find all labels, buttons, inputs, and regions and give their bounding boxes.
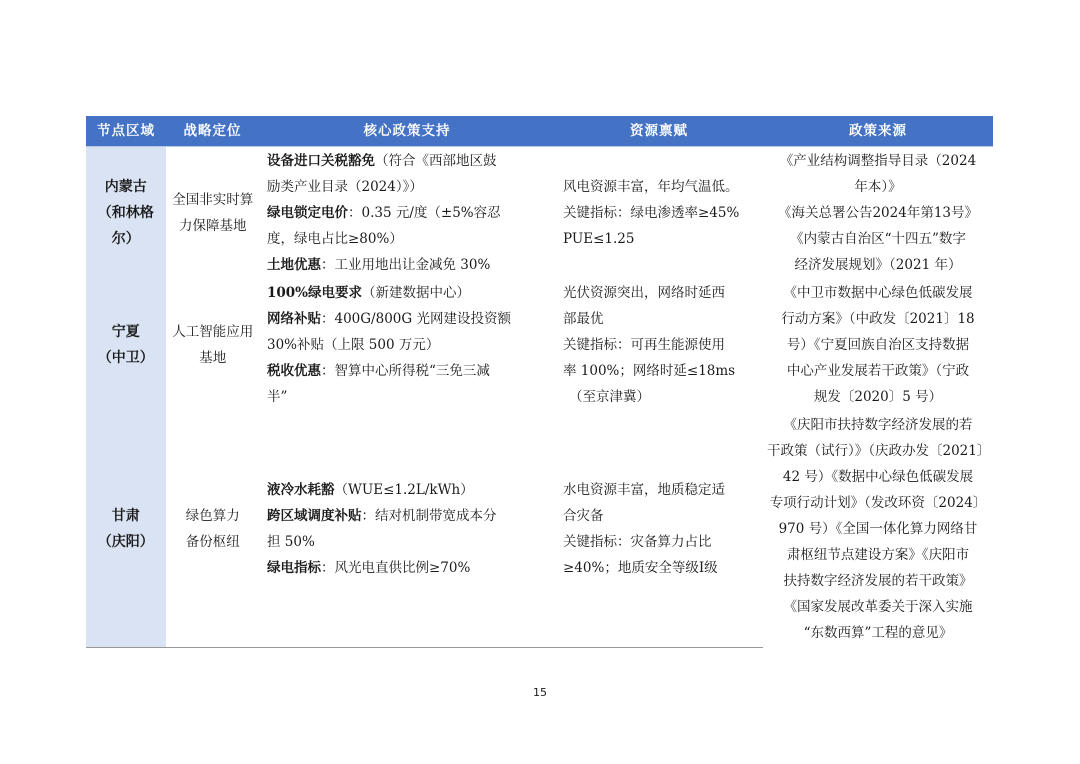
source-line: 年本）》 bbox=[854, 178, 902, 195]
table-row bbox=[86, 411, 993, 648]
policy-line bbox=[267, 252, 551, 278]
resource-line: 部最优 bbox=[563, 310, 604, 327]
policy-line bbox=[267, 280, 551, 306]
policy-line bbox=[267, 477, 551, 503]
source-line: 《海关总署公告2024年第13号》 bbox=[777, 204, 979, 221]
source-line: 肃枢纽节点建设方案》《庆阳市 bbox=[786, 547, 970, 563]
core-policy-cell bbox=[259, 147, 555, 279]
core-policy-cell bbox=[259, 279, 555, 411]
header-resource: 资源禀赋 bbox=[555, 116, 763, 147]
region-line: 宁夏 bbox=[111, 323, 140, 340]
policy-label: 土地优惠 bbox=[267, 256, 321, 273]
source-line: 《内蒙古自治区“十四五”数字 bbox=[790, 230, 966, 247]
policy-text: ：400G/800G 光网建设投资额 bbox=[321, 310, 511, 327]
region-line: （和林格 bbox=[97, 204, 154, 221]
position-line: 备份枢纽 bbox=[185, 533, 240, 550]
position-cell bbox=[166, 411, 259, 648]
region-cell bbox=[86, 411, 166, 648]
source-line: “东数西算”工程的意见》 bbox=[803, 625, 953, 641]
policy-line bbox=[267, 306, 551, 332]
resource-line: （至京津冀） bbox=[569, 388, 650, 405]
resource-line: 关键指标：可再生能源使用 bbox=[563, 336, 725, 353]
table-header-row bbox=[86, 116, 993, 147]
resource-line: 风电资源丰富，年均气温低。 bbox=[563, 178, 739, 195]
resource-cell bbox=[555, 279, 763, 411]
policy-text: ：智算中心所得税“三免三减 bbox=[321, 362, 490, 379]
region-cell bbox=[86, 279, 166, 411]
resource-cell bbox=[555, 147, 763, 279]
policy-text: ：结对机制带宽成本分 bbox=[361, 507, 497, 524]
source-line: 规发〔2020〕5 号） bbox=[813, 388, 943, 405]
source-cell bbox=[763, 279, 993, 411]
policy-text: （新建数据中心） bbox=[362, 284, 471, 301]
source-line: 42 号）《数据中心绿色低碳发展 bbox=[782, 469, 974, 485]
header-core-policy: 核心政策支持 bbox=[259, 116, 555, 147]
resource-line: 关键指标：绿电渗透率≥45% bbox=[563, 204, 740, 221]
policy-line bbox=[267, 174, 551, 200]
position-line: 基地 bbox=[199, 349, 227, 366]
policy-text: 度，绿电占比≥80%） bbox=[267, 230, 403, 247]
policy-line bbox=[267, 200, 551, 226]
policy-text: ：风光电直供比例≥70% bbox=[321, 559, 471, 576]
policy-label: 绿电指标 bbox=[267, 559, 321, 576]
source-line: 经济发展规划》（2021 年） bbox=[794, 256, 962, 273]
position-line: 绿色算力 bbox=[185, 507, 240, 524]
policy-line bbox=[267, 384, 551, 410]
source-line: 干政策（试行）》（庆政办发〔2021〕 bbox=[767, 443, 991, 459]
region-line: 甘肃 bbox=[111, 507, 140, 524]
policy-text: ：工业用地出让金减免 30% bbox=[321, 256, 491, 273]
policy-text: （符合《西部地区鼓 bbox=[375, 152, 497, 169]
region-line: 内蒙古 bbox=[104, 178, 147, 195]
policy-text: 30%补贴（上限 500 万元） bbox=[267, 336, 440, 353]
policy-line bbox=[267, 332, 551, 358]
position-line: 全国非实时算 bbox=[172, 191, 254, 208]
source-cell bbox=[763, 411, 993, 648]
position-line: 力保障基地 bbox=[179, 217, 247, 234]
resource-line: 水电资源丰富，地质稳定适 bbox=[563, 481, 725, 498]
source-line: 号）《宁夏回族自治区支持数据 bbox=[786, 336, 970, 353]
policy-line bbox=[267, 529, 551, 555]
source-line: 行动方案》（中政发〔2021〕18 bbox=[781, 310, 975, 327]
source-line: 《中卫市数据中心绿色低碳发展 bbox=[783, 284, 973, 301]
policy-label: 100%绿电要求 bbox=[267, 284, 363, 301]
core-policy-cell bbox=[259, 411, 555, 648]
header-source: 政策来源 bbox=[763, 116, 993, 147]
source-line: 《庆阳市扶持数字经济发展的若 bbox=[783, 417, 973, 433]
region-line: （庆阳） bbox=[97, 533, 154, 550]
position-cell bbox=[166, 279, 259, 411]
resource-line: 合灾备 bbox=[563, 507, 604, 524]
policy-label: 跨区域调度补贴 bbox=[267, 507, 362, 524]
policy-label: 绿电锁定电价 bbox=[267, 204, 348, 221]
resource-cell bbox=[555, 411, 763, 648]
page-number: 15 bbox=[533, 686, 547, 699]
policy-text: （WUE≤1.2L/kWh） bbox=[334, 481, 474, 498]
source-line: 《产业结构调整指导目录（2024 bbox=[779, 152, 977, 169]
region-line: （中卫） bbox=[97, 349, 154, 366]
source-line: 《国家发展改革委关于深入实施 bbox=[783, 599, 973, 615]
policy-text: 担 50% bbox=[267, 533, 315, 550]
policy-line bbox=[267, 226, 551, 252]
source-line: 专项行动计划》（发改环资〔2024〕 bbox=[769, 495, 987, 511]
policy-label: 网络补贴 bbox=[267, 310, 321, 327]
policy-label: 液冷水耗豁 bbox=[267, 481, 335, 498]
source-line: 中心产业发展若干政策》（宁政 bbox=[786, 362, 970, 379]
header-region: 节点区域 bbox=[86, 116, 166, 147]
position-line: 人工智能应用 bbox=[172, 323, 254, 340]
region-cell bbox=[86, 147, 166, 279]
resource-line: ≥40%；地质安全等级Ⅰ级 bbox=[563, 559, 718, 576]
policy-table bbox=[86, 116, 993, 648]
header-position: 战略定位 bbox=[166, 116, 259, 147]
policy-label: 设备进口关税豁免 bbox=[267, 152, 375, 169]
source-line: 扶持数字经济发展的若干政策》 bbox=[783, 573, 973, 589]
resource-line: 关键指标：灾备算力占比 bbox=[563, 533, 712, 550]
position-cell bbox=[166, 147, 259, 279]
resource-line: 光伏资源突出，网络时延西 bbox=[563, 284, 725, 301]
table-row bbox=[86, 279, 993, 411]
policy-text: 半” bbox=[267, 388, 288, 405]
policy-text: 励类产业目录（2024）》） bbox=[267, 178, 423, 195]
policy-line bbox=[267, 503, 551, 529]
resource-line: 率 100%；网络时延≤18ms bbox=[563, 362, 736, 379]
policy-line bbox=[267, 358, 551, 384]
policy-text: ：0.35 元/度（±5%容忍 bbox=[348, 204, 501, 221]
policy-label: 税收优惠 bbox=[267, 362, 321, 379]
policy-line bbox=[267, 555, 551, 581]
region-line: 尔） bbox=[111, 230, 140, 247]
policy-line bbox=[267, 148, 551, 174]
table-row bbox=[86, 147, 993, 279]
resource-line: PUE≤1.25 bbox=[563, 230, 635, 247]
source-line: 970 号）《全国一体化算力网络甘 bbox=[778, 521, 978, 537]
source-cell bbox=[763, 147, 993, 279]
